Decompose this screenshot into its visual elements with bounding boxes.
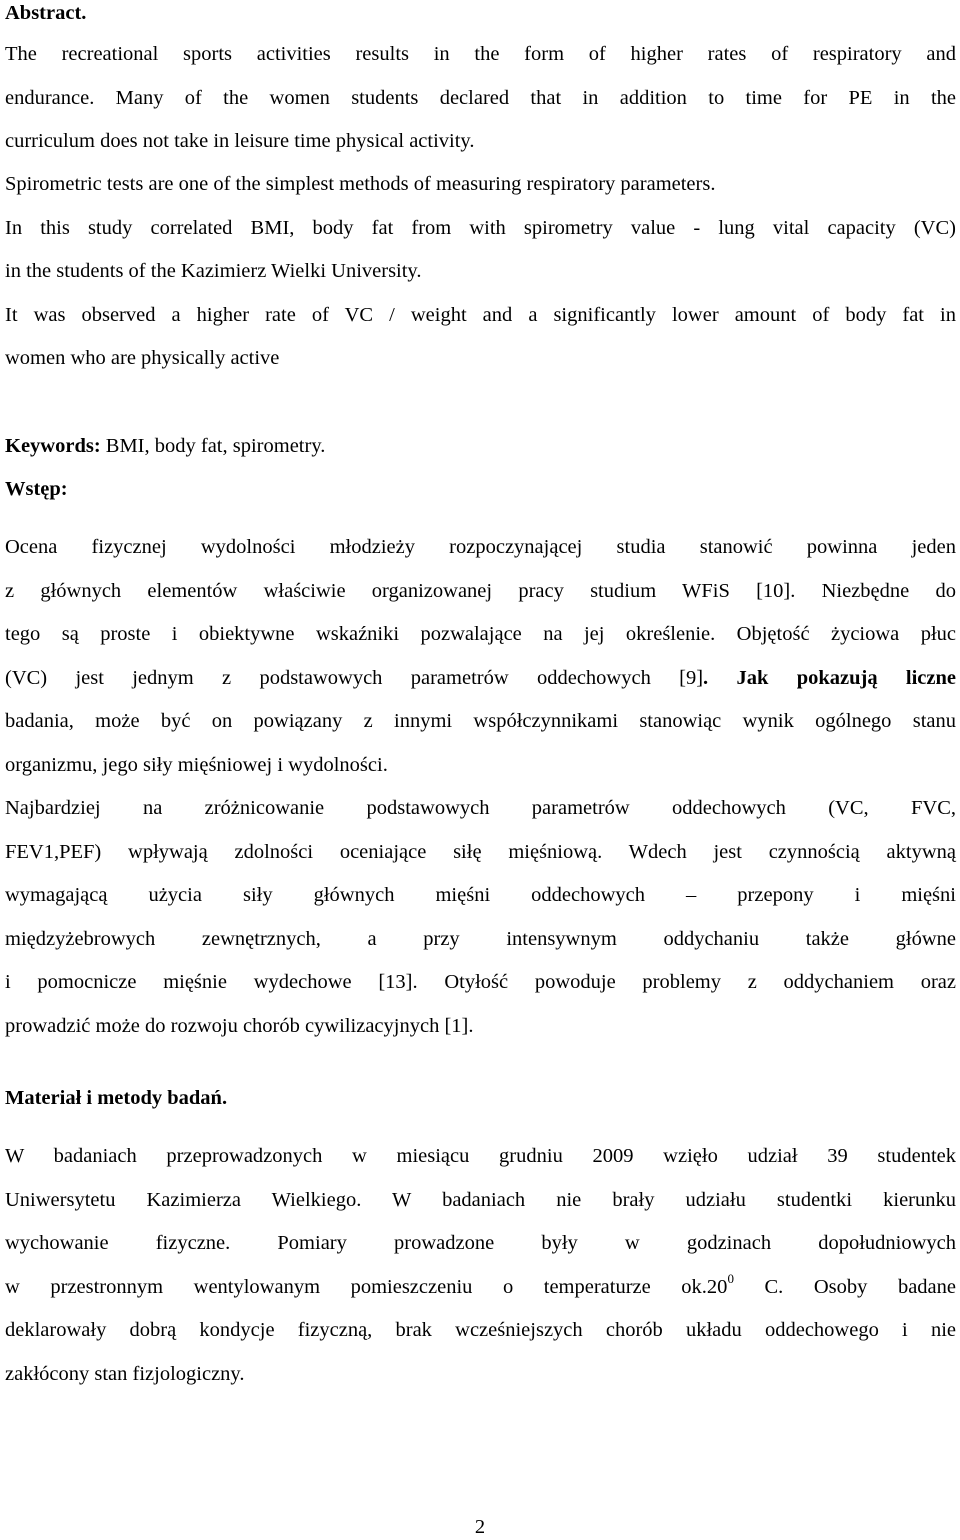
methods-line: zakłócony stan fizjologiczny. xyxy=(5,1363,245,1385)
abstract-line: In this study correlated BMI, body fat from with spirometry value - lung vital capacity (VC) xyxy=(5,217,956,239)
intro-line: FEV1,PEF) wpływają zdolności oceniające siłę mięśniową. Wdech jest czynnością aktywną xyxy=(5,841,956,863)
intro-line: wymagającą użycia siły głównych mięśni oddechowych – przepony i mięśni xyxy=(5,884,956,906)
intro-line-part: (VC) jest jednym z podstawowych parametrów oddechowych [9] xyxy=(5,667,704,689)
keywords-label: Keywords: xyxy=(5,435,101,457)
intro-line: badania, może być on powiązany z innymi współczynnikami stanowiąc wynik ogólnego stanu xyxy=(5,710,956,732)
intro-line: międzyżebrowych zewnętrznych, a przy intensywnym oddychaniu także główne xyxy=(5,928,956,950)
abstract-line: The recreational sports activities results in the form of higher rates of respiratory and xyxy=(5,43,956,65)
abstract-line: endurance. Many of the women students declared that in addition to time for PE in the xyxy=(5,87,956,109)
keywords-text: BMI, body fat, spirometry. xyxy=(100,435,326,457)
methods-line: deklarowały dobrą kondycje fizyczną, brak wcześniejszych chorób układu oddechowego i nie xyxy=(5,1319,956,1341)
intro-line: tego są proste i obiektywne wskaźniki pozwalające na jej określenie. Objętość życiowa płuc xyxy=(5,623,956,645)
intro-line xyxy=(5,665,956,691)
superscript: 0 xyxy=(727,1271,734,1287)
methods-line xyxy=(5,1271,956,1300)
abstract-line: curriculum does not take in leisure time physical activity. xyxy=(5,130,475,152)
abstract-line: in the students of the Kazimierz Wielki University. xyxy=(5,260,422,282)
methods-line-part: w przestronnym wentylowanym pomieszczeniu o temperaturze ok.20 xyxy=(5,1276,728,1298)
intro-line: Ocena fizycznej wydolności młodzieży rozpoczynającej studia stanowić powinna jeden xyxy=(5,536,956,558)
methods-line: Uniwersytetu Kazimierza Wielkiego. W badaniach nie brały udziału studentki kierunku xyxy=(5,1189,956,1211)
abstract-heading: Abstract. xyxy=(5,2,87,24)
intro-line: Najbardziej na zróżnicowanie podstawowych parametrów oddechowych (VC, FVC, xyxy=(5,797,956,819)
intro-line-bold-part: . Jak pokazują liczne xyxy=(703,667,956,689)
abstract-line: women who are physically active xyxy=(5,347,280,369)
intro-line: prowadzić może do rozwoju chorób cywilizacyjnych [1]. xyxy=(5,1015,474,1037)
keywords-line xyxy=(5,433,325,459)
intro-heading: Wstęp: xyxy=(5,478,68,500)
page-number: 2 xyxy=(474,1516,486,1538)
methods-heading: Materiał i metody badań. xyxy=(5,1087,228,1109)
intro-line: organizmu, jego siły mięśniowej i wydolności. xyxy=(5,754,388,776)
abstract-line: It was observed a higher rate of VC / weight and a significantly lower amount of body fat in xyxy=(5,304,956,326)
intro-line: i pomocnicze mięśnie wydechowe [13]. Otyłość powoduje problemy z oddychaniem oraz xyxy=(5,971,956,993)
methods-line: W badaniach przeprowadzonych w miesiącu grudniu 2009 wzięło udział 39 studentek xyxy=(5,1145,956,1167)
methods-line-part: C. Osoby badane xyxy=(733,1276,956,1298)
abstract-line: Spirometric tests are one of the simplest methods of measuring respiratory parameters. xyxy=(5,173,716,195)
methods-line: wychowanie fizyczne. Pomiary prowadzone były w godzinach dopołudniowych xyxy=(5,1232,956,1254)
intro-line: z głównych elementów właściwie organizowanej pracy studium WFiS [10]. Niezbędne do xyxy=(5,580,956,602)
